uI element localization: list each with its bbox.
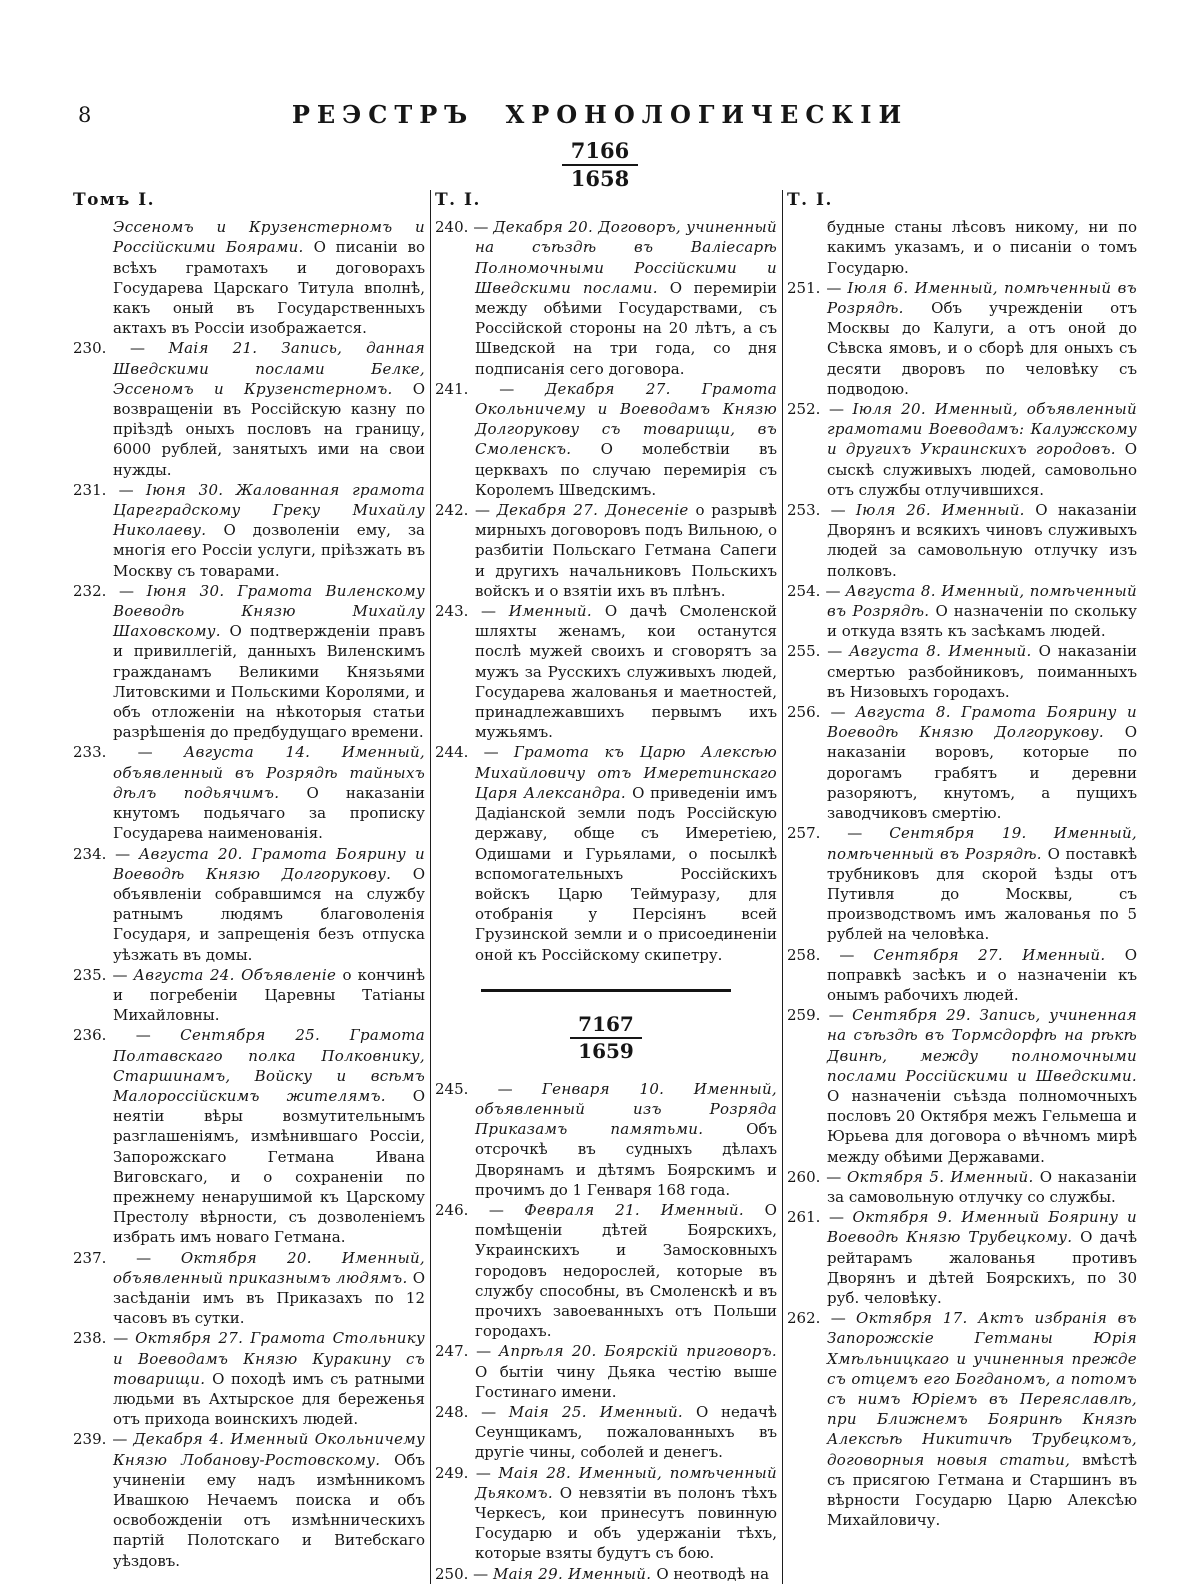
entry-dash: — [106, 743, 184, 762]
entry-dash: — [106, 965, 134, 984]
register-entry [73, 338, 425, 479]
entry-number: 240. [435, 218, 469, 237]
entry-summary: О перемиріи между обѣими Государствами, съ Россійской стороны на 20 лѣтъ, а съ Шведской на три года, со дня подписанія сего договора. [475, 278, 777, 378]
entry-summary: О наказаніи смертью разбойниковъ, поиманныхъ въ Низовыхъ городахъ. [827, 642, 1137, 701]
entry-summary: О дачѣ рейтарамъ жалованья противъ Дворянъ и дѣтей Боярскихъ, по 30 руб. человѣку. [827, 1228, 1137, 1307]
entry-number: 251. [787, 278, 821, 297]
entry-date-title: Апрѣля 20. Боярскій приговоръ. [498, 1342, 777, 1361]
entry-summary: о кончинѣ и погребеніи Царевны Татіаны Михайловны. [113, 965, 425, 1025]
register-columns [73, 190, 1137, 1584]
entry-dash: — [106, 1430, 134, 1449]
entry-dash: — [468, 1079, 542, 1098]
entry-dash: — [468, 1402, 509, 1421]
column-header: Т. І. [435, 190, 481, 210]
entry-date-title: Эссеномъ и Крузенстерномъ и Россійскими Боярами. [113, 218, 425, 257]
entry-dash: — [106, 480, 146, 499]
entry-date-title: Маія 21. Запись, данная Шведскими послами Белке, Эссеномъ и Крузенстерномъ. [113, 339, 425, 398]
register-entry-continuation [73, 217, 425, 338]
entry-number: 248. [435, 1402, 469, 1421]
entry-summary: О назначеніи съѣзда полномочныхъ пословъ 20 Октября межъ Гельмеша и Юрьева для договора о вѣчномъ мирѣ между обѣими Державами. [827, 1086, 1137, 1166]
entry-date-title: Іюля 26. Именный. [855, 501, 1036, 520]
entry-number: 258. [787, 945, 821, 964]
column-divider [782, 190, 783, 1584]
register-entry [73, 480, 425, 581]
register-entry [435, 742, 777, 964]
section-year-fraction [435, 1012, 777, 1063]
entry-summary: О наказаніи Дворянъ и всякихъ чиновъ служивыхъ людей за самовольную отлучку изъ полковъ. [827, 501, 1137, 580]
entry-number: 246. [435, 1200, 469, 1219]
entry-summary: О поправкѣ засѣкъ и о назначеніи къ онымъ рабочихъ людей. [827, 945, 1137, 1004]
entry-number: 232. [73, 581, 107, 600]
entry-date-title: Сентября 29. Запись, учиненная на съѣздѣ въ Тормсдорфѣ на рѣкѣ Двинѣ, между полномочными послами Россійскими и Шведскими. [827, 1006, 1137, 1085]
register-entry [435, 217, 777, 379]
entry-number: 247. [435, 1342, 469, 1361]
entry-number: 244. [435, 743, 469, 762]
year-fraction-bottom: 1658 [570, 166, 630, 191]
entry-date-title: Декабря 27. Грамота Окольничему и Воеводамъ Князю Долгорукову съ товарищи, въ Смоленскъ. [475, 379, 777, 459]
entry-number: 241. [435, 379, 469, 398]
entry-summary: Объ учиненіи ему надъ измѣнникомъ Ивашкою Нечаемъ поиска и объ освобожденіи отъ измѣнническихъ партій Полотскаго и Витебскаго уѣздовъ. [113, 1450, 425, 1570]
entry-dash: — [468, 379, 546, 398]
entry-dash: — [820, 642, 850, 661]
entry-dash: — [468, 1342, 499, 1361]
register-column-3 [787, 190, 1137, 1584]
year-fraction-top: 7166 [562, 138, 638, 166]
entry-date-title: Февраля 21. Именный. [524, 1200, 765, 1219]
entry-number: 231. [73, 480, 107, 499]
entry-number: 256. [787, 703, 821, 722]
entry-summary: О походѣ имъ съ ратными людьми въ Ахтырское для береженья отъ прихода воинскихъ людей. [113, 1369, 425, 1429]
column-divider [430, 190, 431, 1584]
entry-number: 236. [73, 1026, 107, 1045]
entry-number: 243. [435, 602, 469, 621]
entry-summary: О помѣщеніи дѣтей Боярскихъ, Украинскихъ и Замосковныхъ городовъ недорослей, которые въ службу способны, въ Смоленскѣ и въ прочихъ завоеванныхъ отъ Польши городахъ. [475, 1200, 777, 1341]
register-entry [435, 1564, 777, 1584]
entry-summary: О недачѣ Сеунщикамъ, пожалованныхъ въ другіе чины, соболей и денегъ. [475, 1402, 777, 1462]
entry-summary: О наказаніи за самовольную отлучку со службы. [827, 1167, 1137, 1206]
year-fraction [0, 138, 1200, 191]
register-entry [787, 702, 1137, 823]
entry-number: 239. [73, 1430, 107, 1449]
entry-dash: — [820, 278, 848, 297]
entry-date-title: Августа 8. Именный. [849, 642, 1039, 661]
entry-date-title: Августа 20. Грамота Боярину и Воеводѣ Князю Долгорукову. [113, 844, 425, 883]
entry-date-title: Октября 20. Именный, объявленный приказнымъ людямъ. [113, 1248, 425, 1287]
entry-number: 253. [787, 501, 821, 520]
entry-number: 261. [787, 1208, 821, 1227]
entry-date-title: Іюня 30. Жалованная грамота Цареградскому Греку Михайлу Николаеву. [113, 480, 425, 540]
column-header: Т. І. [787, 190, 833, 210]
register-entry [435, 1341, 777, 1402]
register-entry [435, 379, 777, 500]
entry-dash: — [820, 945, 874, 964]
entry-dash: — [468, 1564, 493, 1583]
entry-summary: вмѣстѣ съ присягою Гетмана и Старшинъ въ вѣрности Государю Царю Алексѣю Михайловичу. [827, 1450, 1137, 1530]
register-column-1 [73, 190, 425, 1584]
entry-dash: — [468, 743, 514, 762]
register-entry [73, 1328, 425, 1429]
entry-summary: О молебствіи въ церквахъ по случаю перемирія съ Королемъ Шведскимъ. [475, 440, 777, 499]
entry-date-title: Іюня 30. Грамота Виленскому Воеводѣ Князю Михайлу Шаховскому. [113, 581, 425, 641]
entry-dash: — [106, 1248, 181, 1267]
entry-date-title: Генваря 10. Именный, объявленный изъ Розряда Приказамъ памятьми. [475, 1079, 777, 1139]
entry-dash: — [106, 844, 139, 863]
entry-date-title: Октября 17. Актъ избранія въ Запорожскіе Гетманы Юрія Хмѣльницкаго и учиненныя прежде съ отцемъ его Богданомъ, а потомъ съ нимъ Юріемъ въ Переяславлѣ, при Ближнемъ Бояринѣ Князѣ Алексѣѣ Никитичѣ Трубецкомъ, договорныя новыя статьи, [827, 1309, 1137, 1469]
entry-dash: — [820, 703, 856, 722]
entry-date-title: Сентября 25. Грамота Полтавскаго полка Полковнику, Старшинамъ, Войску и всѣмъ Малороссійскимъ жителямъ. [113, 1026, 425, 1105]
entry-dash: — [820, 581, 846, 600]
entry-dash: — [820, 1309, 857, 1328]
register-entry [435, 500, 777, 601]
entry-number: 233. [73, 743, 107, 762]
entry-dash: — [820, 400, 853, 419]
entry-number: 234. [73, 844, 107, 863]
entry-summary: О писаніи во всѣхъ грамотахъ и договорахъ Государева Царскаго Титула вполнѣ, какъ оный въ Государственныхъ актахъ въ Россіи изображается. [113, 238, 425, 338]
entry-summary: О дозволеніи ему, за многія его Россіи услуги, пріѣзжать въ Москву съ товарами. [113, 521, 425, 580]
register-entry [73, 965, 425, 1026]
entry-dash: — [106, 1329, 136, 1348]
entry-dash: — [820, 824, 890, 843]
entry-date-title: Маія 25. Именный. [508, 1402, 696, 1421]
register-entry [787, 399, 1137, 500]
entry-number: 245. [435, 1079, 469, 1098]
register-entry [435, 1402, 777, 1463]
entry-number: 257. [787, 824, 821, 843]
entry-date-title: Іюля 20. Именный, объявленный грамотами Воеводамъ: Калужскому и другихъ Украинскихъ городовъ. [827, 400, 1138, 459]
entry-number: 254. [787, 581, 821, 600]
entry-date-title: Августа 24. Объявленіе [133, 965, 343, 984]
entry-summary: О наказаніи кнутомъ подьячаго за прописку Государева наименованія. [113, 783, 425, 843]
entry-number: 250. [435, 1564, 469, 1583]
entry-number: 262. [787, 1309, 821, 1328]
page-title: РЕЭСТРЪ ХРОНОЛОГИЧЕСКІИ [291, 100, 909, 129]
entry-summary: О приведеніи имъ Дадіанской земли подъ Россійскую державу, обще съ Имеретіею, Одишами и Гурьялами, о посылкѣ вспомогательныхъ Россійскихъ войскъ Царю Теймуразу, для отобранія у Персіянъ всей Грузинской земли и о присоединеніи оной къ Россійскому скипетру. [475, 783, 777, 964]
entry-summary: О подтвержденіи правъ и привиллегій, данныхъ Виленскимъ гражданамъ Великими Князьями Литовскими и Польскими Королями, и объ отложеніи на нѣкоторыя статьи разрѣшенія до предбудущаго времени. [113, 622, 425, 742]
register-entry [787, 1005, 1137, 1167]
entry-dash: — [468, 501, 497, 520]
entry-summary: О бытіи чину Дьяка честію выше Гостинаго имени. [475, 1362, 777, 1401]
entry-number: 242. [435, 501, 469, 520]
entry-summary: О объявленіи собравшимся на службу ратнымъ людямъ благоволенія Государя, и запрещенія безъ отпуска уѣзжать въ домы. [113, 864, 425, 964]
entry-number: 237. [73, 1248, 107, 1267]
register-entry [73, 581, 425, 743]
register-entry [73, 742, 425, 843]
entry-summary: о разрывѣ мирныхъ договоровъ подъ Вильною, о разбитіи Польскаго Гетмана Сапеги и другихъ начальниковъ Польскихъ войскъ и о взятіи ихъ въ плѣнъ. [475, 501, 777, 600]
register-entry [787, 278, 1137, 399]
register-entry [435, 1200, 777, 1341]
entry-dash: — [106, 1026, 181, 1045]
entry-number: 249. [435, 1463, 469, 1482]
entry-dash: — [820, 501, 856, 520]
entry-dash: — [468, 1200, 525, 1219]
entry-dash: — [468, 1463, 499, 1482]
entry-date-title: Маія 28. Именный, помѣченный Дьякомъ. [475, 1463, 777, 1502]
entry-summary: О поставкѣ трубниковъ для скорой ѣзды отъ Путивля до Москвы, съ производствомъ имъ жалованья по 5 рублей на человѣка. [827, 844, 1137, 944]
register-entry [435, 1463, 777, 1564]
entry-summary: О назначеніи по скольку и откуда взять къ засѣкамъ людей. [827, 602, 1137, 641]
entry-date-title: Грамота къ Царю Алексѣю Михайловичу отъ Имеретинскаго Царя Александра. [475, 743, 777, 802]
entry-summary: Объ отсрочкѣ въ судныхъ дѣлахъ Дворянамъ и дѣтямъ Боярскимъ и прочимъ до 1 Генваря 168 года. [475, 1120, 777, 1199]
entry-date-title: Декабря 27. Донесеніе [496, 501, 696, 520]
entry-summary: О засѣданіи имъ въ Приказахъ по 12 часовъ въ сутки. [113, 1268, 425, 1328]
entry-date-title: Маія 29. Именный. [492, 1564, 657, 1583]
entry-number: 259. [787, 1006, 821, 1025]
entry-summary: Объ учрежденіи отъ Москвы до Калуги, а отъ оной до Сѣвска ямовъ, и о сборѣ для оныхъ съ десяти дворовъ по человѣку съ подводою. [827, 299, 1137, 398]
entry-summary: О дачѣ Смоленской шляхты женамъ, кои останутся послѣ мужей своихъ и сговорятъ за мужъ за Русскихъ служивыхъ людей, Государева жалованья и маетностей, принадлежавшихъ первымъ ихъ мужьямъ. [475, 602, 777, 742]
entry-dash: — [468, 218, 494, 237]
entry-number: 255. [787, 642, 821, 661]
entry-date-title: Сентября 19. Именный, помѣченный въ Розрядѣ. [827, 824, 1137, 863]
entry-date-title: Октября 5. Именный. [847, 1167, 1040, 1186]
register-entry [73, 844, 425, 965]
entry-date-title: Іюля 6. Именный, помѣченный въ Розрядѣ. [827, 278, 1137, 318]
register-entry [787, 581, 1137, 642]
entry-dash: — [106, 339, 169, 358]
entry-dash: — [468, 602, 509, 621]
register-entry-continuation [787, 217, 1137, 278]
register-entry [787, 1167, 1137, 1207]
entry-date-title: Именный. [508, 602, 605, 621]
register-entry [787, 500, 1137, 581]
register-entry [435, 601, 777, 742]
entry-date-title: Августа 8. Грамота Боярину и Воеводѣ Князю Долгорукову. [827, 703, 1137, 742]
entry-summary: О невзятіи въ полонъ тѣхъ Черкесъ, кои принесутъ повинную Государю и объ удержаніи тѣхъ, которые взяты будутъ съ бою. [475, 1483, 778, 1563]
register-entry [787, 641, 1137, 702]
register-entry [787, 1308, 1137, 1530]
entry-summary: О возвращеніи въ Россійскую казну по пріѣздѣ оныхъ пословъ на границу, 6000 рублей, занятыхъ ими на свои нужды. [113, 379, 425, 479]
entry-date-title: Декабря 20. Договоръ, учиненный на съѣздѣ въ Валіесарѣ Полномочными Россійскими и Шведскими послами. [475, 218, 777, 297]
entry-dash: — [820, 1208, 853, 1227]
entry-dash: — [820, 1167, 848, 1186]
entry-date-title: Октября 27. Грамота Стольнику и Воеводамъ Князю Куракину съ товарищи. [113, 1329, 425, 1388]
register-entry [787, 1207, 1137, 1308]
entry-date-title: Августа 8. Именный, помѣченный въ Розрядѣ. [827, 581, 1137, 621]
entry-summary: О неотводѣ на [656, 1564, 770, 1583]
page-number: 8 [78, 103, 92, 127]
section-divider-rule [481, 989, 731, 992]
entry-summary: будные станы лѣсовъ никому, ни по какимъ указамъ, и о писаніи о томъ Государю. [827, 218, 1137, 277]
register-entry [787, 823, 1137, 944]
entry-number: 238. [73, 1329, 107, 1348]
entry-number: 260. [787, 1167, 821, 1186]
entry-dash: — [106, 581, 147, 600]
register-entry [435, 1079, 777, 1200]
register-entry [73, 1429, 425, 1570]
section-year-bottom: 1659 [578, 1038, 634, 1063]
entry-date-title: Августа 14. Именный, объявленный въ Розрядѣ тайныхъ дѣлъ подьячимъ. [113, 743, 425, 802]
column-header: Томъ I. [73, 190, 156, 210]
register-entry [73, 1248, 425, 1329]
entry-summary: О сыскѣ служивыхъ людей, самовольно отъ службы отлучившихся. [827, 440, 1137, 499]
entry-date-title: Сентября 27. Именный. [873, 945, 1125, 964]
entry-summary: О наказаніи воровъ, которые по дорогамъ грабятъ и деревни разоряютъ, кнутомъ, а пущихъ заводчиковъ смертію. [827, 723, 1137, 823]
entry-date-title: Декабря 4. Именный Окольничему Князю Лобанову-Ростовскому. [113, 1430, 425, 1469]
entry-number: 235. [73, 965, 107, 984]
register-column-2 [435, 190, 777, 1584]
section-year-top: 7167 [570, 1012, 642, 1039]
entry-number: 230. [73, 339, 107, 358]
entry-summary: О неятіи вѣры возмутительнымъ разглашеніямъ, измѣнившаго Россіи, Запорожскаго Гетмана Ивана Виговскаго, и о сохраненіи по прежнему ненарушимой къ Царскому Престолу вѣрности, съ дозволеніемъ избрать имъ новаго Гетмана. [113, 1086, 425, 1247]
entry-number: 252. [787, 400, 821, 419]
entry-date-title: Октября 9. Именный Боярину и Воеводѣ Князю Трубецкому. [827, 1208, 1137, 1247]
register-entry [73, 1025, 425, 1247]
register-entry [787, 945, 1137, 1006]
entry-dash: — [820, 1006, 853, 1025]
